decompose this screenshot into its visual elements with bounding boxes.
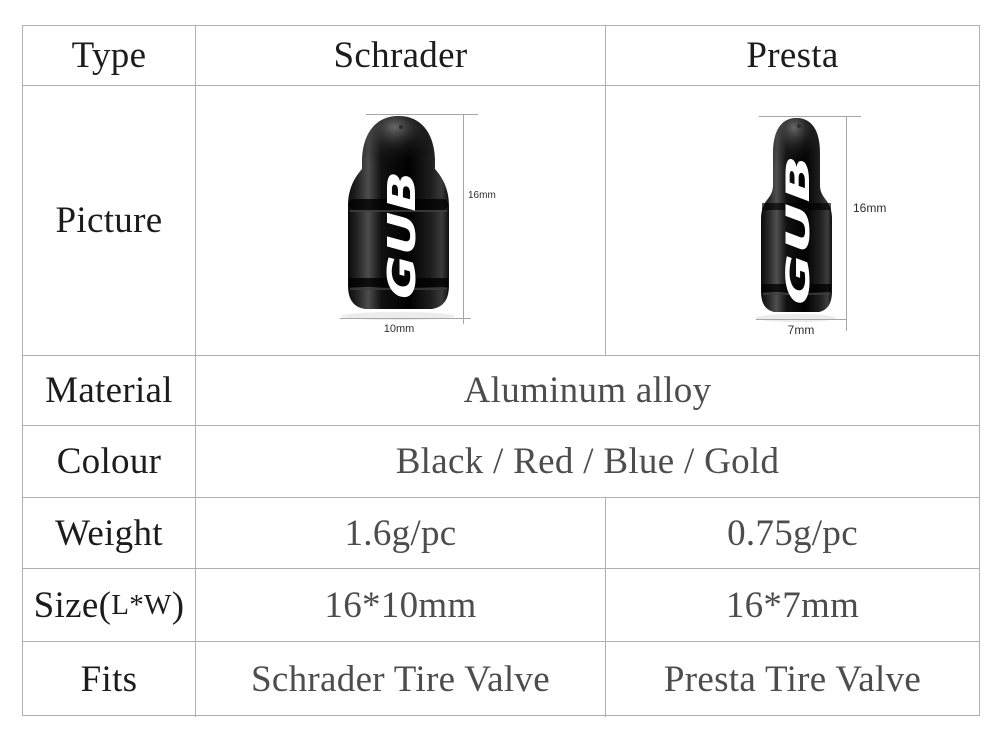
dim-line-height: [846, 116, 847, 331]
presta-cap-image: [754, 115, 839, 324]
size-value-schrader: 16*10mm: [196, 569, 606, 642]
cap-dome-highlight: [362, 116, 435, 171]
dim-line-height: [463, 114, 464, 324]
row-label-material: Material: [23, 356, 196, 426]
width-dim-label: 10mm: [383, 323, 415, 335]
dim-line-bottom: [756, 319, 847, 320]
cap-top-dot: [399, 125, 403, 129]
fits-value-schrader: Schrader Tire Valve: [196, 642, 606, 717]
row-label-size: [23, 569, 196, 642]
height-dim-label: 16mm: [853, 201, 887, 215]
colour-value: Black / Red / Blue / Gold: [196, 426, 979, 498]
header-cell-presta: Presta: [606, 26, 979, 86]
dim-line-bottom: [340, 318, 471, 319]
row-label-colour: Colour: [23, 426, 196, 498]
picture-cell-schrader: [196, 86, 606, 356]
height-dim-label: 16mm: [468, 190, 496, 201]
row-label-weight: Weight: [23, 498, 196, 569]
header-cell-type: Type: [23, 26, 196, 86]
row-label-picture: Picture: [23, 86, 196, 356]
weight-value-presta: 0.75g/pc: [606, 498, 979, 569]
gub-logo-text: GUB: [779, 228, 817, 305]
weight-value-schrader: 1.6g/pc: [196, 498, 606, 569]
size-label-lw: L*W: [111, 588, 172, 621]
schrader-cap-image: [338, 113, 459, 322]
fits-value-presta: Presta Tire Valve: [663, 659, 922, 700]
spec-table: [22, 25, 980, 716]
header-cell-schrader: Schrader: [196, 26, 606, 86]
row-label-fits: Fits: [23, 642, 196, 717]
gub-logo-text: GUB: [380, 207, 424, 299]
picture-cell-presta: [606, 86, 979, 356]
size-label-prefix: Size(: [33, 584, 112, 626]
width-dim-label: 7mm: [787, 323, 815, 337]
dim-line-top: [366, 114, 478, 115]
size-label-suffix: ): [171, 584, 185, 626]
material-value: Aluminum alloy: [196, 356, 979, 426]
size-value-presta: 16*7mm: [606, 569, 979, 642]
cap-top-dot: [797, 124, 801, 128]
cap-shadow: [756, 314, 836, 322]
